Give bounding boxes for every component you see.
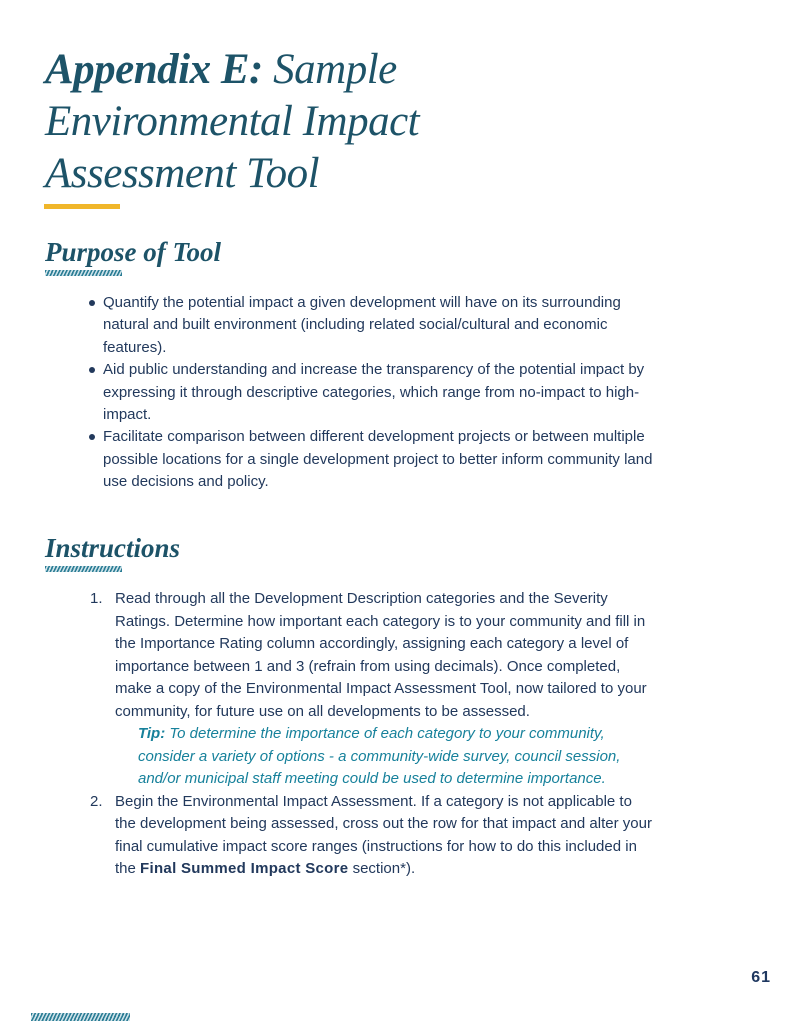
list-item-number: 2. (90, 792, 103, 810)
instructions-heading-underline (45, 566, 122, 572)
list-item-number: 1. (90, 590, 103, 607)
instructions-numbered-list (90, 588, 656, 881)
page-title-line3: Assessment Tool (45, 150, 320, 197)
page-title (45, 44, 419, 200)
bullet-icon (88, 292, 103, 359)
instructions-section-header (45, 533, 180, 572)
title-underline-accent (44, 204, 120, 209)
purpose-heading: Purpose of Tool (45, 237, 222, 267)
footer-accent-bar (31, 1013, 130, 1021)
page-number: 61 (751, 969, 771, 986)
list-item (88, 292, 656, 359)
purpose-bullet-list (88, 292, 656, 494)
page-title-line2: Environmental Impact (45, 98, 420, 145)
bullet-text: Aid public understanding and increase the transparency of the potential impact by expressing it through descriptive categories, which range from no-impact to high-impact. (103, 361, 645, 424)
list-item-text-segment: Begin the Environmental Impact Assessment. If a category is not applicable to the development being assessed, cross out the row for that impact and alter your final cumulative impact score ranges (instructions for how to do this included in the (115, 792, 652, 877)
instructions-heading: Instructions (45, 533, 181, 563)
purpose-heading-underline (45, 270, 122, 276)
purpose-section-header (45, 237, 221, 276)
bullet-icon (88, 359, 103, 426)
list-item (90, 791, 656, 881)
tip-text: To determine the importance of each category to your community, consider a variety of options - a community-wide survey, council session, and/or municipal staff meeting could be used to determine importance. (138, 725, 621, 787)
list-item (88, 359, 656, 426)
final-summed-impact-score-label: Final Summed Impact Score (140, 860, 349, 877)
list-item-text: Read through all the Development Description categories and the Severity Ratings. Determine how important each category is to your community and fill in the Importance Rating column accordingly, assigning each category a level of importance between 1 and 3 (refrain from using decimals). Once completed, make a copy of the Environmental Impact Assessment Tool, now tailored to your community, for future use on all developments to be assessed. (115, 590, 647, 720)
page-title-appendix-label: Appendix E: (45, 46, 263, 93)
tip-note (138, 723, 656, 791)
page-title-line1-rest: Sample (262, 46, 397, 93)
bullet-text: Facilitate comparison between different development projects or between multiple possible locations for a single development project to better inform community land use decisions and policy. (103, 428, 653, 491)
list-item (90, 588, 656, 723)
list-item-text (115, 791, 656, 881)
tip-label: Tip: (138, 725, 166, 742)
bullet-text: Quantify the potential impact a given development will have on its surrounding natural and built environment (including related social/cultural and economic features). (103, 294, 621, 356)
page-title-line1 (45, 44, 419, 96)
list-item-text-segment: section*). (348, 860, 416, 877)
bullet-icon (88, 426, 103, 493)
list-item (88, 426, 656, 493)
